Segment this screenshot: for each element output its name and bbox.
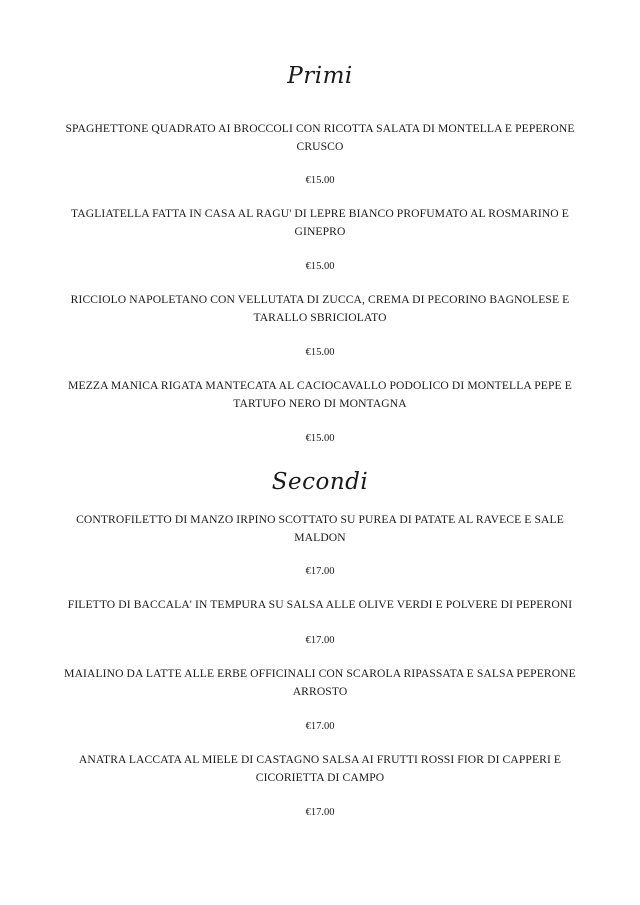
dish-price: €15.00 <box>305 175 335 186</box>
dish-name: MAIALINO DA LATTE ALLE ERBE OFFICINALI CON SCAROLA RIPASSATA E SALSA PEPERONE ARROSTO <box>64 667 576 698</box>
dish-name: CONTROFILETTO DI MANZO IRPINO SCOTTATO SU PUREA DI PATATE AL RAVECE E SALE MALDON <box>76 513 564 544</box>
section-title-primi: Primi <box>287 63 353 89</box>
dish-price: €17.00 <box>305 635 335 646</box>
dish-name: ANATRA LACCATA AL MIELE DI CASTAGNO SALSA AI FRUTTI ROSSI FIOR DI CAPPERI E CICORIETTA DI CAMPO <box>78 753 562 784</box>
dish-price: €15.00 <box>305 261 335 272</box>
dish-price: €17.00 <box>305 566 335 577</box>
dish-name: MEZZA MANICA RIGATA MANTECATA AL CACIOCAVALLO PODOLICO DI MONTELLA PEPE E TARTUFO NERO DI MONTAGNA <box>68 379 572 410</box>
dish-price: €17.00 <box>305 721 335 732</box>
dish-name: TAGLIATELLA FATTA IN CASA AL RAGU' DI LEPRE BIANCO PROFUMATO AL ROSMARINO E GINEPRO <box>71 207 569 238</box>
dish-name: FILETTO DI BACCALA' IN TEMPURA SU SALSA ALLE OLIVE VERDI E POLVERE DI PEPERONI <box>67 598 573 611</box>
dish-price: €15.00 <box>305 347 335 358</box>
dish-price: €15.00 <box>305 433 335 444</box>
dish-name: SPAGHETTONE QUADRATO AI BROCCOLI CON RICOTTA SALATA DI MONTELLA E PEPERONE CRUSCO <box>65 122 575 153</box>
dish-price: €17.00 <box>305 807 335 818</box>
dish-name: RICCIOLO NAPOLETANO CON VELLUTATA DI ZUCCA, CREMA DI PECORINO BAGNOLESE E TARALLO SBRICIOLATO <box>70 293 570 324</box>
section-title-secondi: Secondi <box>271 469 369 495</box>
